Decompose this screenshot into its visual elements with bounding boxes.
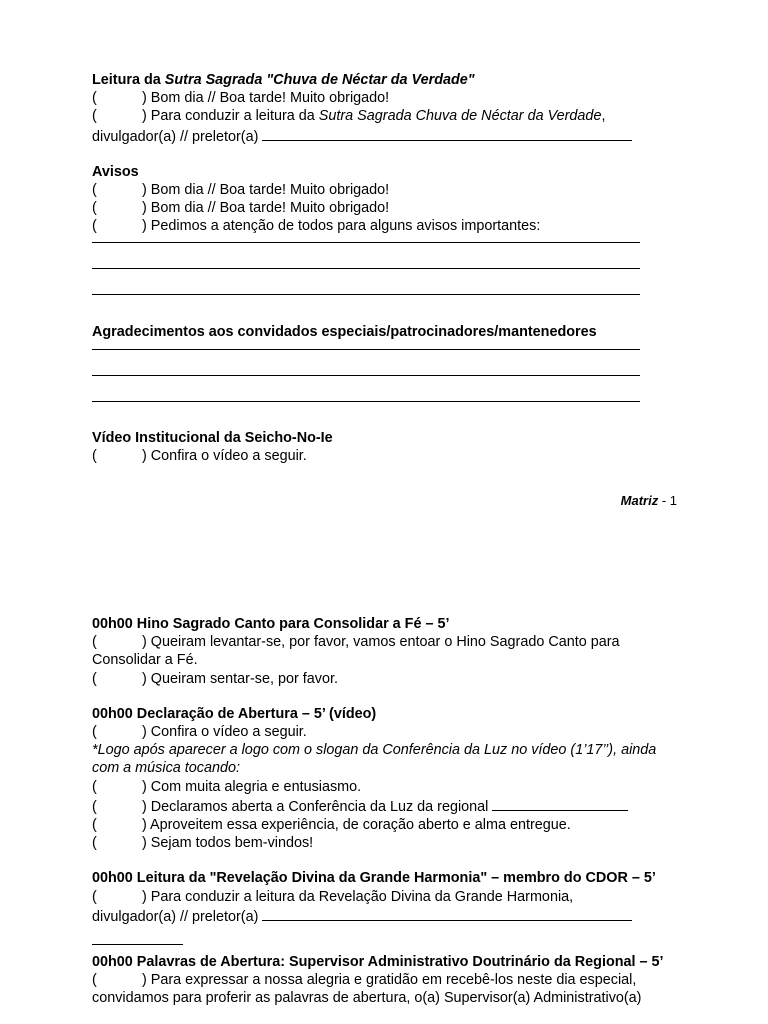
avisos-blank-2[interactable]: [92, 243, 640, 269]
preletor-blank[interactable]: [262, 126, 632, 141]
revelacao-extra-blank[interactable]: [92, 926, 183, 945]
palavras-line-2: convidamos para proferir as palavras de abertura, o(a) Supervisor(a) Administrativo(a): [92, 990, 642, 1007]
declaracao-line-1: ( ) Confira o vídeo a seguir.: [92, 724, 307, 741]
hino-line-2: ( ) Queiram sentar-se, por favor.: [92, 670, 338, 687]
avisos-line-2: ( ) Bom dia // Boa tarde! Muito obrigado!: [92, 200, 390, 217]
avisos-line-3: ( ) Pedimos a atenção de todos para alguns avisos importantes:: [92, 218, 541, 235]
avisos-heading: Avisos: [92, 163, 139, 180]
revelacao-line-2: divulgador(a) // preletor(a): [92, 906, 682, 926]
revelacao-line-1: ( ) Para conduzir a leitura da Revelação Divina da Grande Harmonia,: [92, 888, 574, 905]
palavras-heading: 00h00 Palavras de Abertura: Supervisor Administrativo Doutrinário da Regional – 5’: [92, 954, 664, 971]
sutra-line-3: divulgador(a) // preletor(a): [92, 126, 682, 146]
palavras-line-1: ( ) Para expressar a nossa alegria e gratidão em recebê-los neste dia especial,: [92, 972, 637, 989]
sutra-heading: Leitura da Sutra Sagrada "Chuva de Néctar da Verdade": [92, 72, 475, 88]
hino-heading: 00h00 Hino Sagrado Canto para Consolidar a Fé – 5’: [92, 616, 450, 632]
avisos-line-1: ( ) Bom dia // Boa tarde! Muito obrigado!: [92, 182, 390, 199]
avisos-blank-3[interactable]: [92, 269, 640, 295]
declaracao-note: *Logo após aparecer a logo com o slogan da Conferência da Luz no vídeo (1’17’’), ainda com a música tocando:: [92, 742, 657, 777]
agradecimentos-blank-2[interactable]: [92, 350, 640, 376]
hino-line-1: ( ) Queiram levantar-se, por favor, vamos entoar o Hino Sagrado Canto para: [92, 634, 620, 651]
revelacao-heading: 00h00 Leitura da "Revelação Divina da Grande Harmonia" – membro do CDOR – 5’: [92, 870, 656, 887]
regional-blank[interactable]: [492, 796, 628, 811]
avisos-blank-1[interactable]: [92, 236, 640, 243]
video-line-1: ( ) Confira o vídeo a seguir.: [92, 448, 307, 465]
page-2: [92, 615, 682, 1008]
page-1: [92, 71, 682, 465]
video-heading: Vídeo Institucional da Seicho-No-Ie: [92, 429, 333, 446]
agradecimentos-blank-1[interactable]: [92, 341, 640, 350]
hino-line-1b: Consolidar a Fé.: [92, 652, 198, 669]
declaracao-heading: 00h00 Declaração de Abertura – 5’ (vídeo): [92, 705, 377, 722]
declaracao-line-3: ( ) Declaramos aberta a Conferência da Luz da regional: [92, 796, 682, 816]
sutra-line-1: ( ) Bom dia // Boa tarde! Muito obrigado!: [92, 90, 390, 107]
revelacao-preletor-blank[interactable]: [262, 906, 632, 921]
agradecimentos-blank-3[interactable]: [92, 376, 640, 402]
sutra-line-2: ( ) Para conduzir a leitura da Sutra Sagrada Chuva de Néctar da Verdade,: [92, 108, 606, 125]
agradecimentos-heading: Agradecimentos aos convidados especiais/patrocinadores/mantenedores: [92, 323, 597, 340]
declaracao-line-5: ( ) Sejam todos bem-vindos!: [92, 835, 314, 852]
declaracao-line-4: ( ) Aproveitem essa experiência, de coração aberto e alma entregue.: [92, 817, 571, 834]
page-number: Matriz - 1: [620, 493, 677, 508]
declaracao-line-2: ( ) Com muita alegria e entusiasmo.: [92, 778, 362, 795]
